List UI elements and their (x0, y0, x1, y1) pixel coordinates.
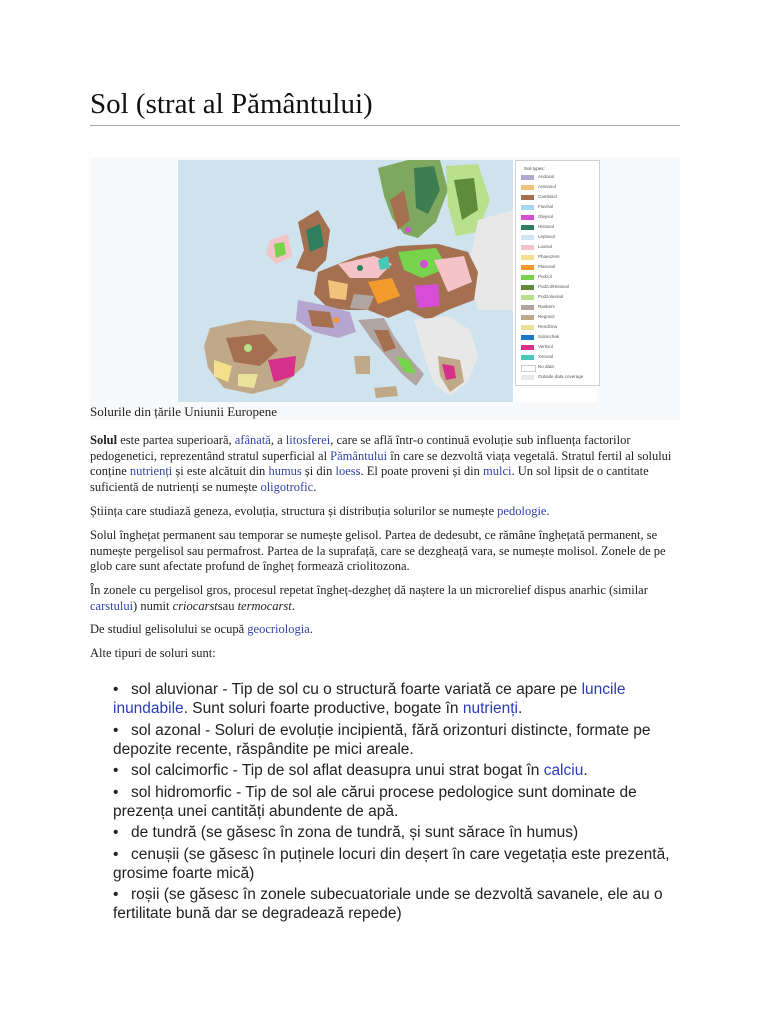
page-title: Sol (strat al Pământului) (90, 88, 373, 120)
legend-swatch (521, 335, 534, 340)
legend-swatch (521, 365, 536, 372)
map-legend (515, 160, 600, 386)
legend-item: Arenosol (521, 185, 597, 191)
bullet: • (113, 783, 119, 801)
legend-swatch (521, 255, 534, 260)
legend-swatch (521, 185, 534, 190)
legend-swatch (521, 295, 534, 300)
list-item: • cenușii (se găsesc în puținele locuri din deșert în care vegetația este prezentă, grosime foarte mică) (113, 845, 670, 882)
bullet: • (113, 762, 119, 779)
legend-item: Phaeozem (521, 255, 597, 261)
term-sol-hidromorfic: sol hidromorfic (131, 783, 232, 801)
legend-swatch (521, 275, 534, 280)
legend-item: Cambisol (521, 195, 597, 201)
legend-item: Vertisol (521, 345, 597, 351)
legend-swatch (521, 375, 534, 380)
soil-types-list (113, 680, 673, 926)
link-oligotrofic[interactable]: oligotrofic (260, 479, 314, 494)
bullet: • (113, 824, 119, 841)
legend-item: Rankers (521, 305, 597, 311)
legend-item: Fluvisol (521, 205, 597, 211)
legend-item: Podzoluvisol (521, 295, 597, 301)
link-mulci[interactable]: mulci (483, 464, 512, 478)
legend-swatch (521, 225, 534, 230)
list-item: • de tundră (se găsesc în zona de tundră, și sunt sărace în humus) (113, 824, 579, 841)
term-sol-azonal: sol azonal (131, 721, 201, 739)
soil-map-figure (90, 158, 680, 420)
link-pamantului[interactable]: Pământului (330, 448, 388, 463)
term-solul: Solul (90, 433, 118, 447)
legend-item: Andosol (521, 175, 597, 181)
link-luncile-inundabile[interactable]: luncile inundabile (113, 681, 626, 717)
list-item: • roșii (se găsesc în zonele subecuatoriale unde se dezvoltă savanele, ele au o fertilitate bună dar se degradează repede) (113, 886, 663, 922)
link-geocriologia[interactable]: geocriologia (247, 622, 310, 636)
legend-swatch (521, 265, 534, 270)
legend-item: Podzol/Histosol (521, 285, 597, 291)
other-types-intro: Alte tipuri de soluri sunt: (90, 646, 216, 660)
geocriology-paragraph: De studiul gelisolului se ocupă geocriologia. (90, 622, 313, 636)
term-sol-aluvionar: sol aluvionar (131, 681, 219, 698)
bullet: • (113, 845, 119, 863)
list-item: • sol azonal - Soluri de evoluție incipientă, fără orizonturi distincte, formate pe depozite recente, răspândite pe mici areale. (113, 721, 651, 758)
legend-swatch (521, 325, 534, 330)
legend-item: Outside data coverage (521, 375, 597, 381)
link-nutrienti-list[interactable]: nutrienți (462, 700, 519, 717)
legend-swatch (521, 235, 534, 240)
link-loess[interactable]: loess (335, 464, 361, 478)
legend-title: Soil types: (524, 166, 545, 171)
legend-item: Regosol (521, 315, 597, 321)
legend-swatch (521, 355, 534, 360)
legend-item: No data (521, 365, 597, 371)
intro-paragraph: Solul este partea superioară, afânată, a litosferei, care se află într-o continuă evoluție sub influența factorilor pedogenetici, reprezentând stratul superficial al Pământului în care se dezvoltă viața vegetală. Stratul fertil al solului conține nutrienți și este alcătuit din humus și din loess. El poate proveni și din mulci. Un sol lipsit de o cantitate suficientă de nutrienți se numește oligotrofic. (90, 433, 672, 494)
legend-swatch (521, 285, 534, 290)
legend-item: Rendzina (521, 325, 597, 331)
legend-swatch (521, 175, 534, 180)
legend-item: Histosol (521, 225, 597, 231)
bullet: • (113, 886, 119, 903)
list-item: • sol calcimorfic - Tip de sol aflat deasupra unui strat bogat în calciu. (113, 762, 588, 779)
link-carstului[interactable]: carstului (90, 598, 134, 613)
list-item: • sol aluvionar - Tip de sol cu o structură foarte variată ce apare pe luncile inundabile. Sunt soluri foarte productive, bogate în nutrienți. (113, 681, 626, 717)
legend-item: Leptosol (521, 235, 597, 241)
list-item: • sol hidromorfic - Tip de sol ale cărui procese pedologice sunt dominate de prezența unei cantități abundente de apă. (113, 783, 637, 820)
legend-item: Solonchak (521, 335, 597, 341)
figure-caption: Solurile din țările Uniunii Europene (90, 404, 278, 419)
link-pedologie[interactable]: pedologie (497, 504, 547, 518)
legend-swatch (521, 215, 534, 220)
link-afanata[interactable]: afânată (234, 433, 271, 447)
link-calciu[interactable]: calciu (543, 762, 584, 779)
legend-swatch (521, 305, 534, 310)
bullet: • (113, 721, 119, 739)
gelisol-paragraph: Solul înghețat permanent sau temporar se numește gelisol. Partea de dedesubt, ce rămâne înghețată permanent, se numește pergelisol sau permafrost. Partea de la suprafață, care se dezgheață vara, se numește molisol. Zonele de pe glob care sunt afectate profund de îngheț formează criolitozona. (90, 528, 666, 573)
legend-item: Gleysol (521, 215, 597, 221)
link-litosferei[interactable]: litosferei (285, 433, 331, 447)
link-nutrienti[interactable]: nutrienți (129, 464, 173, 478)
legend-item: Luvisol (521, 245, 597, 251)
title-divider (90, 125, 680, 126)
bullet: • (113, 681, 119, 698)
link-humus[interactable]: humus (268, 464, 302, 478)
term-sol-calcimorfic: sol calcimorfic (131, 762, 229, 779)
legend-swatch (521, 245, 534, 250)
legend-item: Planosol (521, 265, 597, 271)
legend-swatch (521, 315, 534, 320)
pedology-paragraph: Știința care studiază geneza, evoluția, structura și distribuția solurilor se numește pedologie. (90, 504, 550, 518)
criocarst-paragraph: În zonele cu pergelisol gros, procesul repetat îngheț-dezgheț dă naștere la un microrelief dispus anarhic (similar carstului) numit criocarstsau termocarst. (90, 583, 648, 613)
legend-item: Podzol (521, 275, 597, 281)
legend-item: Xerosol (521, 355, 597, 361)
legend-swatch (521, 195, 534, 200)
legend-swatch (521, 345, 534, 350)
legend-swatch (521, 205, 534, 210)
